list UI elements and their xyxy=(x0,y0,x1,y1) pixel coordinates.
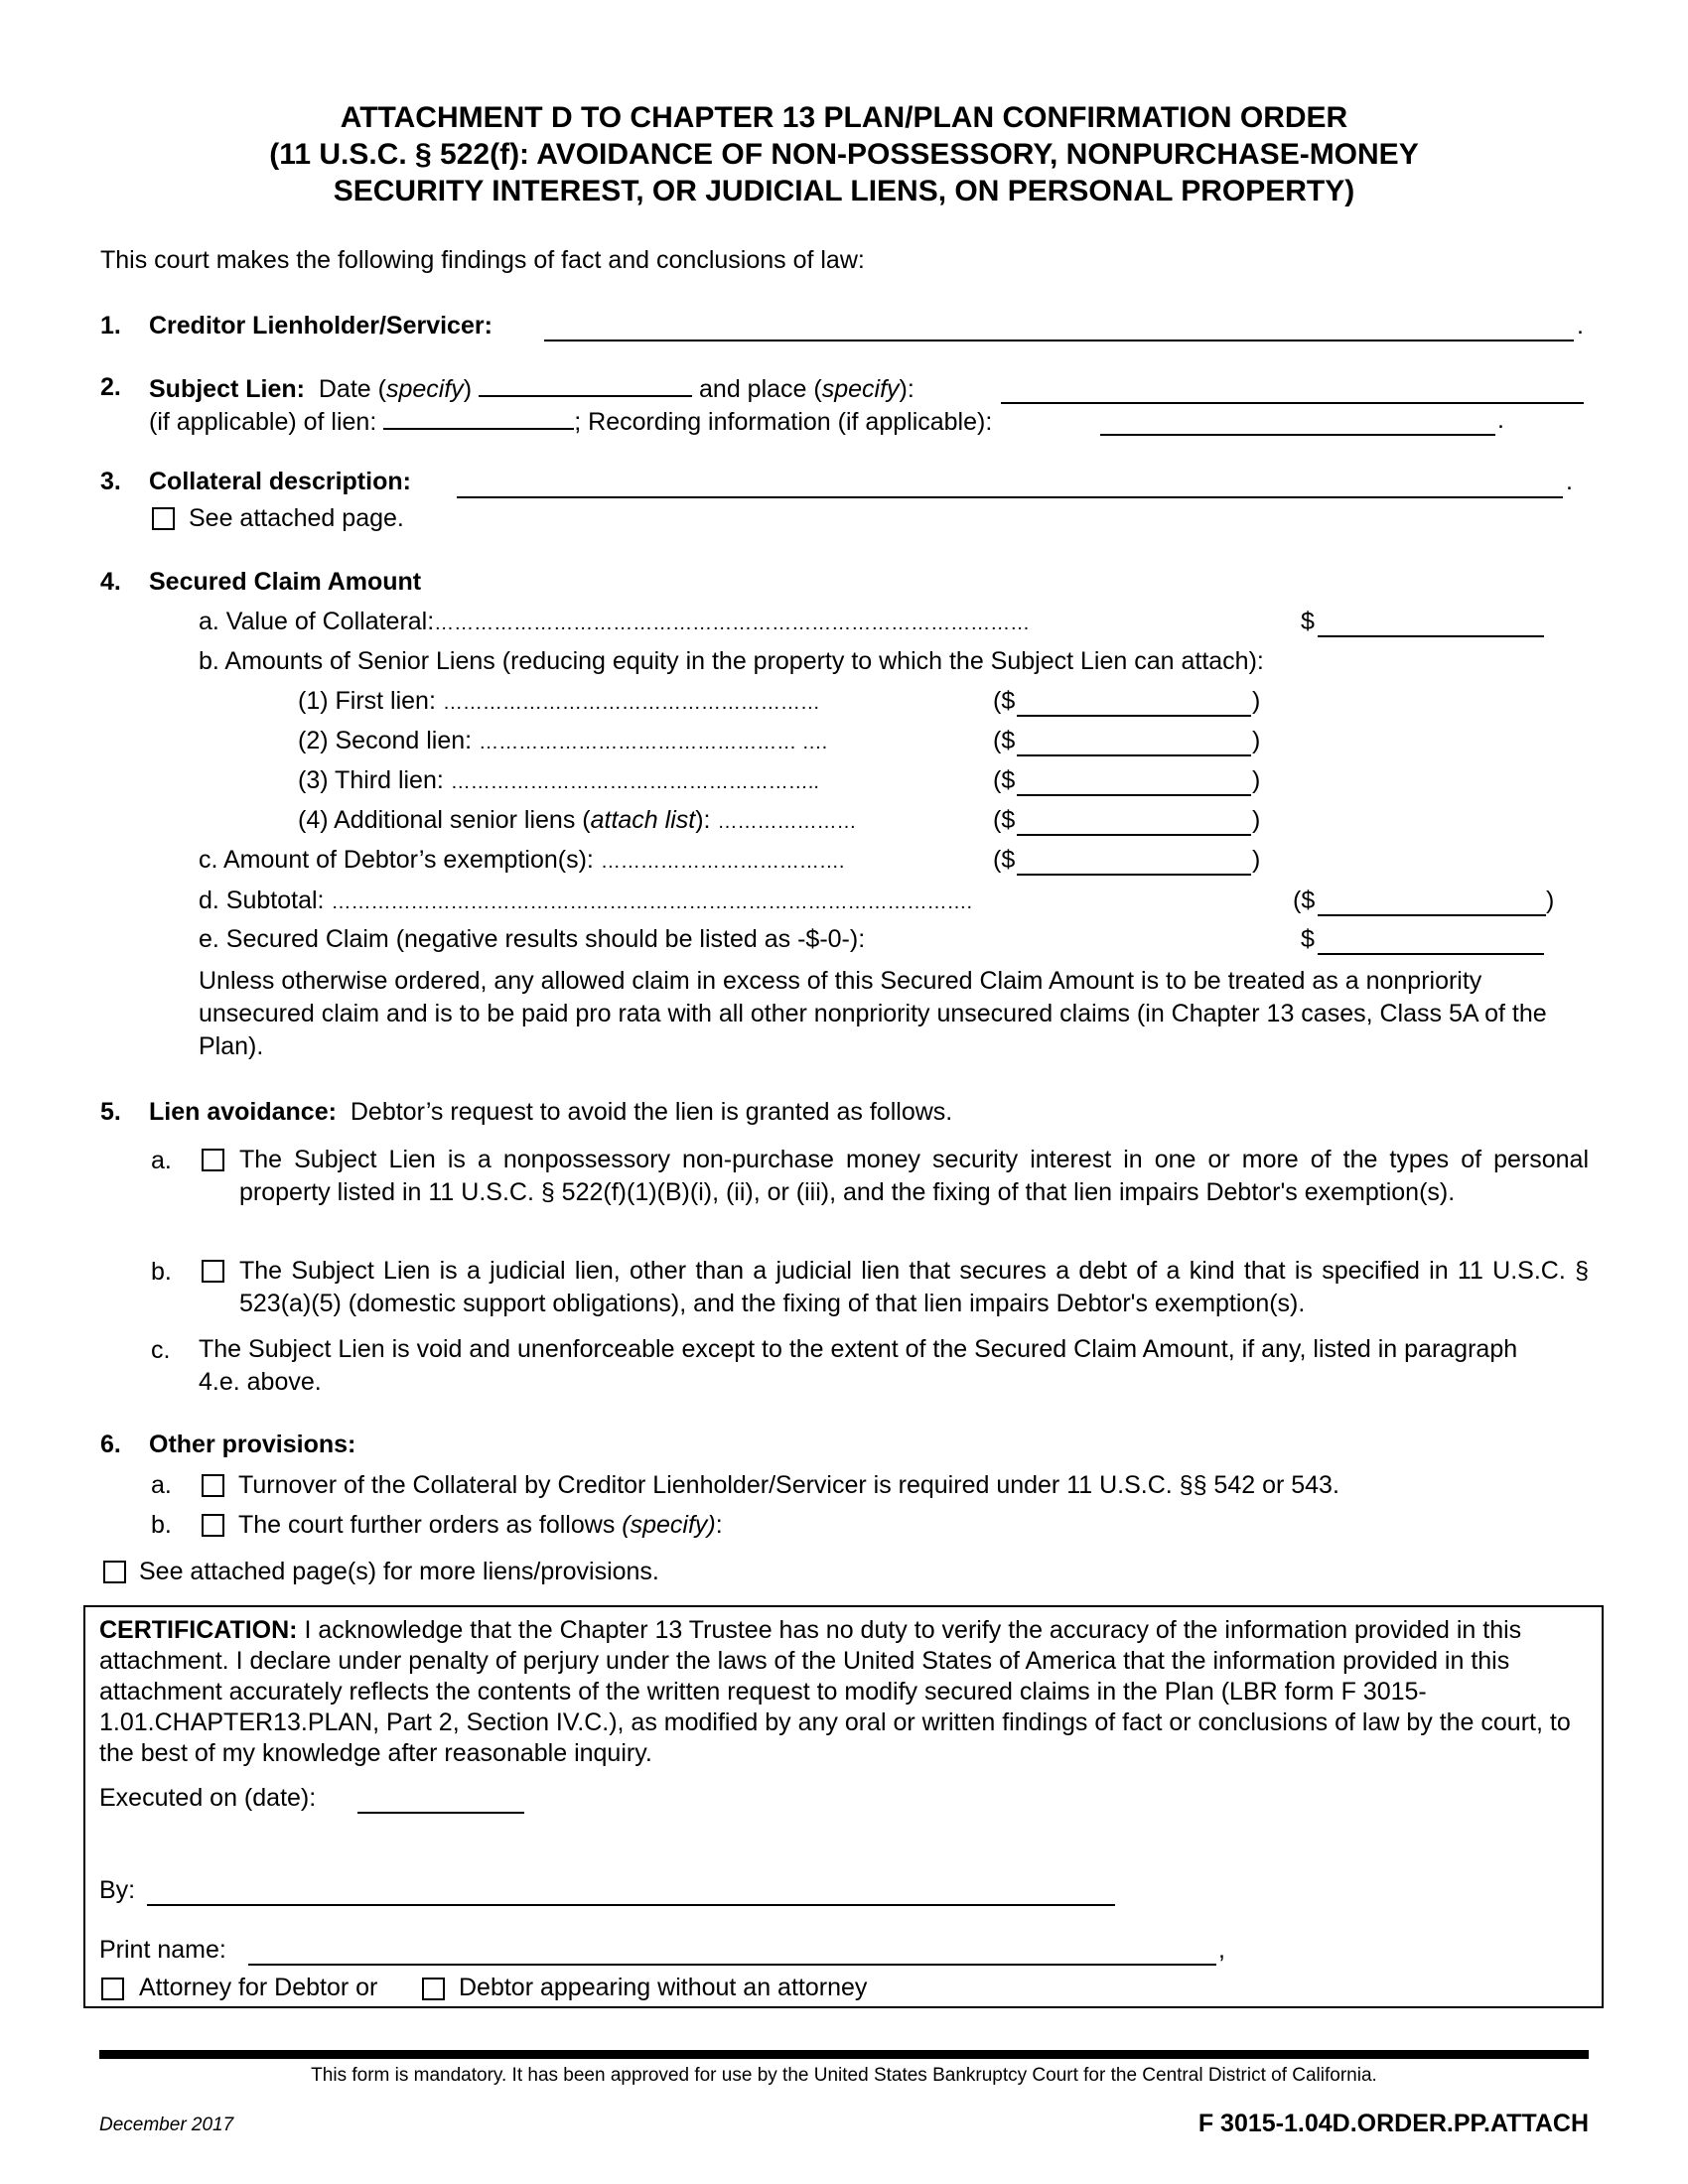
executed-on-label: Executed on (date): xyxy=(99,1784,317,1812)
additional-liens-field[interactable] xyxy=(1017,810,1251,836)
section-2-line-1 xyxy=(149,373,914,404)
second-lien-label: (2) Second lien: ………………………………………… …. xyxy=(298,727,828,754)
nonpossessory-lien-checkbox[interactable] xyxy=(202,1149,224,1171)
lien-of-field[interactable] xyxy=(383,406,574,430)
secured-claim-label: e. Secured Claim (negative results should be listed as -$-0-): xyxy=(199,925,866,953)
executed-date-field[interactable] xyxy=(357,1788,524,1814)
recording-info-field[interactable] xyxy=(1100,410,1495,436)
second-lien-suffix: ) xyxy=(1252,727,1261,754)
date-label: Date (specify) xyxy=(318,375,473,403)
third-lien-field[interactable] xyxy=(1017,770,1251,796)
print-name-label: Print name: xyxy=(99,1936,226,1964)
section-3-label: Collateral description: xyxy=(149,468,411,495)
attorney-for-debtor-checkbox[interactable] xyxy=(101,1978,124,2000)
place-label: and place (specify): xyxy=(699,375,914,403)
debtor-without-attorney-checkbox[interactable] xyxy=(422,1978,445,2000)
recording-label: ; Recording information (if applicable): xyxy=(574,408,993,436)
value-of-collateral-label: a. Value of Collateral:……………………………………………………………………………… xyxy=(199,608,1031,635)
first-lien-label: (1) First lien: ………………………………………………… xyxy=(298,687,820,715)
third-lien-label: (3) Third lien: ……………………………………………….. xyxy=(298,766,819,794)
first-lien-prefix: ($ xyxy=(993,687,1016,715)
debtor-exemption-prefix: ($ xyxy=(993,846,1016,874)
by-signature-field[interactable] xyxy=(147,1880,1115,1906)
see-more-liens-label: See attached page(s) for more liens/provisions. xyxy=(139,1558,659,1585)
turnover-checkbox[interactable] xyxy=(202,1474,224,1497)
third-lien-suffix: ) xyxy=(1252,766,1261,794)
collateral-description-field[interactable] xyxy=(457,472,1563,498)
judicial-lien-checkbox[interactable] xyxy=(202,1260,224,1283)
print-name-end: , xyxy=(1218,1936,1225,1964)
additional-liens-label: (4) Additional senior liens (attach list): ………………… xyxy=(298,806,857,834)
section-3-end: . xyxy=(1566,468,1573,495)
print-name-field[interactable] xyxy=(248,1940,1216,1966)
title-line-2: (11 U.S.C. § 522(f): AVOIDANCE OF NON-POSSESSORY, NONPURCHASE-MONEY xyxy=(269,138,1419,171)
section-5-number: 5. xyxy=(100,1098,121,1126)
certification-heading: CERTIFICATION: xyxy=(99,1616,298,1644)
third-lien-prefix: ($ xyxy=(993,766,1016,794)
section-6a-text: Turnover of the Collateral by Creditor Lienholder/Servicer is required under 11 U.S.C. §§ 542 or 543. xyxy=(238,1471,1339,1499)
secured-claim-note: Unless otherwise ordered, any allowed claim in excess of this Secured Claim Amount is to be treated as a nonpriority unsecured claim and is to be paid pro rata with all other nonpriority unsecured claims (in Chapter 13 cases, Class 5A of the Plan). xyxy=(199,967,1547,1060)
section-6b-text: The court further orders as follows (specify): xyxy=(238,1511,723,1539)
section-1-end: . xyxy=(1577,312,1584,340)
footer-notice: This form is mandatory. It has been approved for use by the United States Bankruptcy Court for the Central District of California. xyxy=(311,2065,1377,2086)
second-lien-prefix: ($ xyxy=(993,727,1016,754)
debtor-exemption-label: c. Amount of Debtor’s exemption(s): ………………………………. xyxy=(199,846,845,874)
section-6b-letter: b. xyxy=(151,1511,172,1539)
section-5c-text: The Subject Lien is void and unenforceable except to the extent of the Secured Claim Amount, if any, listed in paragraph 4.e. above. xyxy=(199,1335,1518,1396)
subtotal-prefix: ($ xyxy=(1293,887,1316,914)
value-of-collateral-dollar: $ xyxy=(1301,608,1315,635)
debtor-exemption-field[interactable] xyxy=(1017,850,1251,876)
section-5a-letter: a. xyxy=(151,1147,172,1174)
first-lien-suffix: ) xyxy=(1252,687,1261,715)
section-2-line-2 xyxy=(149,406,992,437)
section-4-number: 4. xyxy=(100,568,121,596)
section-5a-text: The Subject Lien is a nonpossessory non-purchase money security interest in one or more of the types of personal property listed in 11 U.S.C. § 522(f)(1)(B)(i), (ii), or (iii), and the fixing of that lien impairs Debtor's exemption(s). xyxy=(239,1146,1589,1206)
section-1-number: 1. xyxy=(100,312,121,340)
creditor-lienholder-field[interactable] xyxy=(544,316,1574,341)
section-5b-letter: b. xyxy=(151,1258,172,1286)
section-6-label: Other provisions: xyxy=(149,1431,356,1458)
section-3-number: 3. xyxy=(100,468,121,495)
additional-liens-suffix: ) xyxy=(1252,806,1261,834)
see-more-liens-checkbox[interactable] xyxy=(103,1561,126,1583)
section-5b-text: The Subject Lien is a judicial lien, other than a judicial lien that secures a debt of a kind that is specified in 11 U.S.C. § 523(a)(5) (domestic support obligations), and the fixing of that lien impairs Debtor's exemption(s). xyxy=(239,1257,1589,1317)
section-4-label: Secured Claim Amount xyxy=(149,568,422,596)
section-2-label: Subject Lien: xyxy=(149,375,305,403)
value-of-collateral-field[interactable] xyxy=(1318,612,1544,637)
further-orders-checkbox[interactable] xyxy=(202,1514,224,1537)
section-2-number: 2. xyxy=(100,373,121,401)
senior-liens-label: b. Amounts of Senior Liens (reducing equity in the property to which the Subject Lien can attach): xyxy=(199,647,1264,675)
section-1-label: Creditor Lienholder/Servicer: xyxy=(149,312,492,340)
attorney-for-debtor-label: Attorney for Debtor or xyxy=(139,1974,378,2001)
footer-date: December 2017 xyxy=(99,2115,234,2135)
additional-liens-prefix: ($ xyxy=(993,806,1016,834)
title-line-1: ATTACHMENT D TO CHAPTER 13 PLAN/PLAN CONFIRMATION ORDER xyxy=(340,101,1348,134)
certification-text: CERTIFICATION: I acknowledge that the Chapter 13 Trustee has no duty to verify the accuracy of the information provided in this attachment. I declare under penalty of perjury under the laws of the United States of America that the information provided in this attachment accurately reflects the contents of the written request to modify secured claims in the Plan (LBR form F 3015-1.01.CHAPTER13.PLAN, Part 2, Section IV.C.), as modified by any oral or written findings of fact or conclusions of law by the court, to the best of my knowledge after reasonable inquiry. xyxy=(99,1616,1571,1767)
second-lien-field[interactable] xyxy=(1017,731,1251,756)
footer-divider xyxy=(99,2050,1589,2059)
first-lien-field[interactable] xyxy=(1017,691,1251,717)
footer-form-id: F 3015-1.04D.ORDER.PP.ATTACH xyxy=(1197,2110,1589,2137)
section-5-heading: Lien avoidance: Debtor’s request to avoid the lien is granted as follows. xyxy=(149,1098,953,1126)
page-title xyxy=(0,99,1688,209)
subtotal-suffix: ) xyxy=(1546,887,1555,914)
section-6-number: 6. xyxy=(100,1431,121,1458)
intro-text: This court makes the following findings of fact and conclusions of law: xyxy=(100,246,865,274)
section-2-end: . xyxy=(1497,406,1504,434)
see-attached-page-label: See attached page. xyxy=(189,504,404,532)
if-applicable-label: (if applicable) of lien: xyxy=(149,408,377,436)
subtotal-label: d. Subtotal: ……………………………………………………………………………………. xyxy=(199,887,972,914)
lien-place-field[interactable] xyxy=(1001,377,1584,404)
debtor-exemption-suffix: ) xyxy=(1252,846,1261,874)
by-label: By: xyxy=(99,1876,136,1904)
subtotal-field[interactable] xyxy=(1318,890,1546,916)
lien-date-field[interactable] xyxy=(479,373,692,397)
section-6a-letter: a. xyxy=(151,1471,172,1499)
see-attached-page-checkbox[interactable] xyxy=(152,507,175,530)
secured-claim-dollar: $ xyxy=(1301,925,1315,953)
title-line-3: SECURITY INTEREST, OR JUDICIAL LIENS, ON PERSONAL PROPERTY) xyxy=(333,175,1355,207)
section-5c-letter: c. xyxy=(151,1336,171,1364)
debtor-without-attorney-label: Debtor appearing without an attorney xyxy=(459,1974,868,2001)
secured-claim-field[interactable] xyxy=(1318,929,1544,955)
